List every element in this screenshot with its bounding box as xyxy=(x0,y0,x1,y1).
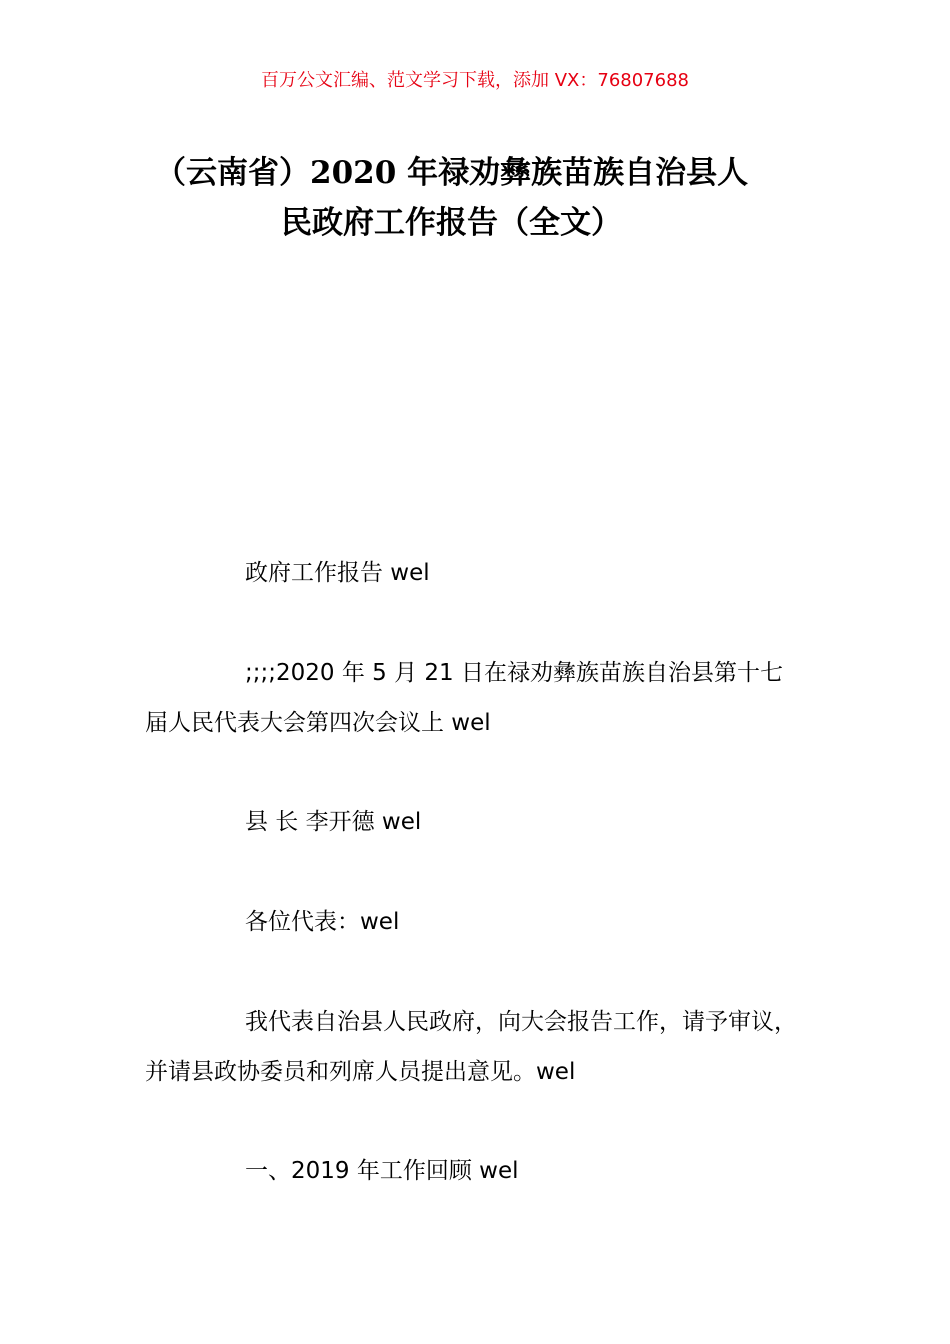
paragraph-salutation: 各位代表：wel xyxy=(245,909,400,935)
document-title-line-2: 民政府工作报告（全文） xyxy=(281,205,622,241)
document-title xyxy=(145,148,805,248)
header-note: 百万公文汇编、范文学习下载，添加 VX：76807688 xyxy=(261,70,689,91)
paragraph-speaker: 县 长 李开德 wel xyxy=(245,809,422,835)
paragraph-intro: 我代表自治县人民政府，向大会报告工作，请予审议，并请县政协委员和列席人员提出意见。wel xyxy=(145,1009,797,1085)
section-heading: 一、2019 年工作回顾 wel xyxy=(245,1158,519,1184)
document-title-line-1: （云南省）2020 年禄劝彝族苗族自治县人 xyxy=(155,155,749,191)
paragraph-report-label: 政府工作报告 wel xyxy=(245,560,430,586)
paragraph-meeting-info: ;;;;2020 年 5 月 21 日在禄劝彝族苗族自治县第十七届人民代表大会第四次会议上 wel xyxy=(145,660,783,736)
